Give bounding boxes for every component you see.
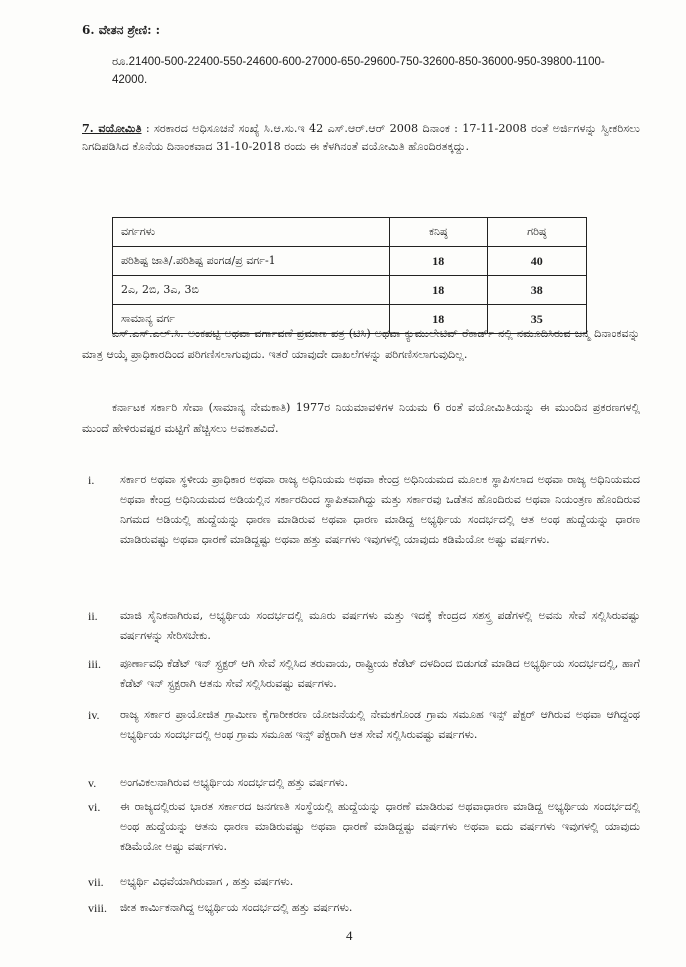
- pay-scale: ರೂ.21400-500-22400-550-24600-600-27000-650-29600-750-32600-850-36000-950-39800-1100-42000.: [112, 56, 605, 86]
- list-item: [88, 470, 640, 550]
- list-item-number: iii.: [88, 657, 102, 671]
- list-item-number: viii.: [88, 901, 108, 915]
- list-item-number: vii.: [88, 875, 104, 889]
- category-cell: 2ಎ, 2ಬಿ, 3ಎ, 3ಬಿ: [113, 276, 390, 305]
- list-item-text: ಅಂಗವಿಕಲನಾಗಿರುವ ಅಭ್ಯರ್ಥಿಯ ಸಂದರ್ಭದಲ್ಲಿ ಹತ್ತು ವರ್ಷಗಳು.: [120, 776, 348, 789]
- min-age-cell: 18: [390, 305, 488, 334]
- list-item: [88, 654, 640, 694]
- header-max: ಗರಿಷ್ಠ: [487, 218, 586, 247]
- section-6-heading: 6. ವೇತನ ಶ್ರೇಣಿ: :: [82, 23, 161, 37]
- list-item-number: v.: [88, 776, 97, 790]
- list-item: [88, 872, 640, 892]
- list-item-text: ಪೂರ್ಣಾವಧಿ ಕೆಡೆಟ್ ಇನ್ ಸ್ಟ್ರಕ್ಟರ್ ಆಗಿ ಸೇವೆ ಸಲ್ಲಿಸಿದ ತರುವಾಯ, ರಾಷ್ಟ್ರೀಯ ಕೆಡೆಟ್ ದಳದಿಂದ ಬಿಡುಗಡೆ ಮಾಡಿದ ಅಭ್ಯರ್ಥಿಯ ಸಂದರ್ಭದಲ್ಲಿ, ಹಾಗೆ ಕೆಡೆಟ್ ಇನ್ ಸ್ಟ್ರಕ್ಟರಾಗಿ ಆತನು ಸೇವೆ ಸಲ್ಲಿಸಿರುವಷ್ಟು ವರ್ಷಗಳು.: [120, 657, 640, 690]
- table-row: [113, 247, 587, 276]
- list-item-text: ರಾಜ್ಯ ಸರ್ಕಾರ ಪ್ರಾಯೋಜಿತ ಗ್ರಾಮೀಣ ಕೈಗಾರೀಕರಣ ಯೋಜನೆಯಲ್ಲಿ ನೇಮಕಗೊಂಡ ಗ್ರಾಮ ಸಮೂಹ ಇನ್ಸ್ ಪೆಕ್ಟರ್ ಆಗಿರುವ ಅಥವಾ ಆಗಿದ್ದಂಥ ಅಭ್ಯರ್ಥಿಯ ಸಂದರ್ಭದಲ್ಲಿ ಅಂಥ ಗ್ರಾಮ ಸಮೂಹ ಇನ್ಸ್ ಪೆಕ್ಟರಾಗಿ ಆತ ಸೇವೆ ಸಲ್ಲಿಸಿರುವಷ್ಟು ವರ್ಷಗಳು.: [120, 708, 640, 741]
- age-limit-table: [112, 217, 587, 334]
- birthdate-proof-paragraph: ಎಸ್.ಎಸ್.ಎಲ್.ಸಿ. ಅಂಕಪಟ್ಟಿ ಅಥವಾ ವರ್ಗಾವಣೆ ಪ್ರಮಾಣ ಪತ್ರ (ಟಿಸಿ) ಅಥವಾ ಕ್ಯುಮುಲೇಟಿವ್ ರೆಕಾರ್ಡ್ ನಲ್ಲಿ ನಮೂದಿಸಿರುವ ಜನ್ಮ ದಿನಾಂಕವನ್ನು ಮಾತ್ರ ಆಯ್ಕೆ ಪ್ರಾಧಿಕಾರದಿಂದ ಪರಿಗಣಿಸಲಾಗುವುದು. ಇತರೆ ಯಾವುದೇ ದಾಖಲೆಗಳನ್ನು ಪರಿಗಣಿಸಲಾಗುವುದಿಲ್ಲ.: [82, 327, 640, 361]
- page-number: 4: [346, 928, 353, 943]
- header-category: ವರ್ಗಗಳು: [113, 218, 390, 247]
- list-item: [88, 773, 640, 793]
- list-item-text: ಅಭ್ಯರ್ಥಿ ವಿಧವೆಯಾಗಿರುವಾಗ , ಹತ್ತು ವರ್ಷಗಳು.: [120, 875, 294, 888]
- section-7-age-limit: [82, 120, 640, 155]
- list-item-text: ಜೀತ ಕಾರ್ಮಿಕನಾಗಿದ್ದ ಅಭ್ಯರ್ಥಿಯ ಸಂದರ್ಭದಲ್ಲಿ ಹತ್ತು ವರ್ಷಗಳು.: [120, 901, 353, 914]
- category-cell: ಪರಿಶಿಷ್ಟ ಜಾತಿ/.ಪರಿಶಿಷ್ಟ ಪಂಗಡ/ಪ್ರ ವರ್ಗ-1: [113, 247, 390, 276]
- list-item-number: i.: [88, 473, 95, 487]
- age-relaxation-paragraph: ಕರ್ನಾಟಕ ಸರ್ಕಾರಿ ಸೇವಾ (ಸಾಮಾನ್ಯ ನೇಮಕಾತಿ) 1977ರ ನಿಯಮಾವಳಿಗಳ ನಿಯಮ 6 ರಂತೆ ವಯೋಮಿತಿಯನ್ನು ಈ ಮುಂದಿನ ಪ್ರಕರಣಗಳಲ್ಲಿ ಮುಂದೆ ಹೇಳಿರುವಷ್ಟರ ಮಟ್ಟಿಗೆ ಹೆಚ್ಚಿಸಲು ಅವಕಾಶವಿದೆ.: [82, 401, 640, 435]
- list-item-text: ಮಾಜಿ ಸೈನಿಕನಾಗಿರುವ, ಅಭ್ಯರ್ಥಿಯ ಸಂದರ್ಭದಲ್ಲಿ ಮೂರು ವರ್ಷಗಳು ಮತ್ತು ಇದಕ್ಕೆ ಕೇಂದ್ರದ ಸಶಸ್ತ್ರ ಪಡೆಗಳಲ್ಲಿ ಅವನು ಸೇವೆ ಸಲ್ಲಿಸಿರುವಷ್ಟು ವರ್ಷಗಳನ್ನು ಸೇರಿಸಬೇಕು.: [120, 609, 640, 642]
- category-cell: ಸಾಮಾನ್ಯ ವರ್ಗ: [113, 305, 390, 334]
- list-item: [88, 705, 640, 745]
- list-item: [88, 797, 640, 857]
- section-7-text: : ಸರಕಾರದ ಅಧಿಸೂಚನೆ ಸಂಖ್ಯೆ ಸಿ.ಆ.ಸು.ಇ 42 ಎಸ್.ಆರ್.ಆರ್ 2008 ದಿನಾಂಕ : 17-11-2008 ರಂತೆ ಅರ್ಜಿಗಳನ್ನು ಸ್ವೀಕರಿಸಲು ನಿಗದಿಪಡಿಸಿದ ಕೊನೆಯ ದಿನಾಂಕವಾದ 31-10-2018 ರಂದು ಈ ಕೆಳಗಿನಂತೆ ವಯೋಮಿತಿ ಹೊಂದಿರತಕ್ಕದ್ದು.: [82, 122, 640, 153]
- list-item-number: vi.: [88, 800, 101, 814]
- min-age-cell: 18: [390, 276, 488, 305]
- min-age-cell: 18: [390, 247, 488, 276]
- header-min: ಕನಿಷ್ಠ: [390, 218, 488, 247]
- list-item-text: ಸರ್ಕಾರ ಅಥವಾ ಸ್ಥಳೀಯ ಪ್ರಾಧಿಕಾರ ಅಥವಾ ರಾಜ್ಯ ಅಧಿನಿಯಮ ಅಥವಾ ಕೇಂದ್ರ ಅಧಿನಿಯಮದ ಮೂಲಕ ಸ್ಥಾಪಿಸಲಾದ ಅಥವಾ ರಾಜ್ಯ ಅಧಿನಿಯಮದ ಅಥವಾ ಕೇಂದ್ರ ಅಧಿನಿಯಮದ ಅಡಿಯಲ್ಲಿನ ಸರ್ಕಾರದಿಂದ ಸ್ಥಾಪಿತವಾಗಿದ್ದು ಮತ್ತು ಸರ್ಕಾರವು ಒಡೆತನ ಹೊಂದಿರುವ ಅಥವಾ ನಿಯಂತ್ರಣ ಹೊಂದಿರುವ ನಿಗಮದ ಅಡಿಯಲ್ಲಿ ಹುದ್ದೆಯನ್ನು ಧಾರಣ ಮಾಡಿರುವ ಅಥವಾ ಧಾರಣ ಮಾಡಿದ್ದ ಅಭ್ಯರ್ಥಿಯ ಸಂದರ್ಭದಲ್ಲಿ ಆತ ಅಂಥ ಹುದ್ದೆಯನ್ನು ಧಾರಣ ಮಾಡಿರುವಷ್ಟು ಅಥವಾ ಧಾರಣೆ ಮಾಡಿದ್ದಷ್ಟು ಅಥವಾ ಹತ್ತು ವರ್ಷಗಳು ಇವುಗಳಲ್ಲಿ ಯಾವುದು ಕಡಿಮೆಯೋ ಅಷ್ಟು ವರ್ಷಗಳು.: [120, 473, 640, 546]
- table-header-row: [113, 218, 587, 247]
- list-item-number: iv.: [88, 708, 100, 722]
- section-7-heading: 7. ವಯೋಮಿತಿ: [82, 121, 142, 135]
- list-item-number: ii.: [88, 609, 98, 623]
- table-row: [113, 276, 587, 305]
- max-age-cell: 35: [487, 305, 586, 334]
- max-age-cell: 38: [487, 276, 586, 305]
- list-item: [88, 898, 640, 918]
- max-age-cell: 40: [487, 247, 586, 276]
- list-item: [88, 606, 640, 646]
- list-item-text: ಈ ರಾಜ್ಯದಲ್ಲಿರುವ ಭಾರತ ಸರ್ಕಾರದ ಜನಗಣತಿ ಸಂಸ್ಥೆಯಲ್ಲಿ ಹುದ್ದೆಯನ್ನು ಧಾರಣೆ ಮಾಡಿರುವ ಅಥವಾಧಾರಣ ಮಾಡಿದ್ದ ಅಭ್ಯರ್ಥಿಯ ಸಂದರ್ಭದಲ್ಲಿ ಅಂಥ ಹುದ್ದೆಯನ್ನು ಆತನು ಧಾರಣ ಮಾಡಿರುವಷ್ಟು ಅಥವಾ ಧಾರಣೆ ಮಾಡಿದ್ದಷ್ಟು ವರ್ಷಗಳು ಅಥವಾ ಐದು ವರ್ಷಗಳು ಇವುಗಳಲ್ಲಿ ಯಾವುದು ಕಡಿಮೆಯೋ ಅಷ್ಟು ವರ್ಷಗಳು.: [120, 800, 640, 853]
